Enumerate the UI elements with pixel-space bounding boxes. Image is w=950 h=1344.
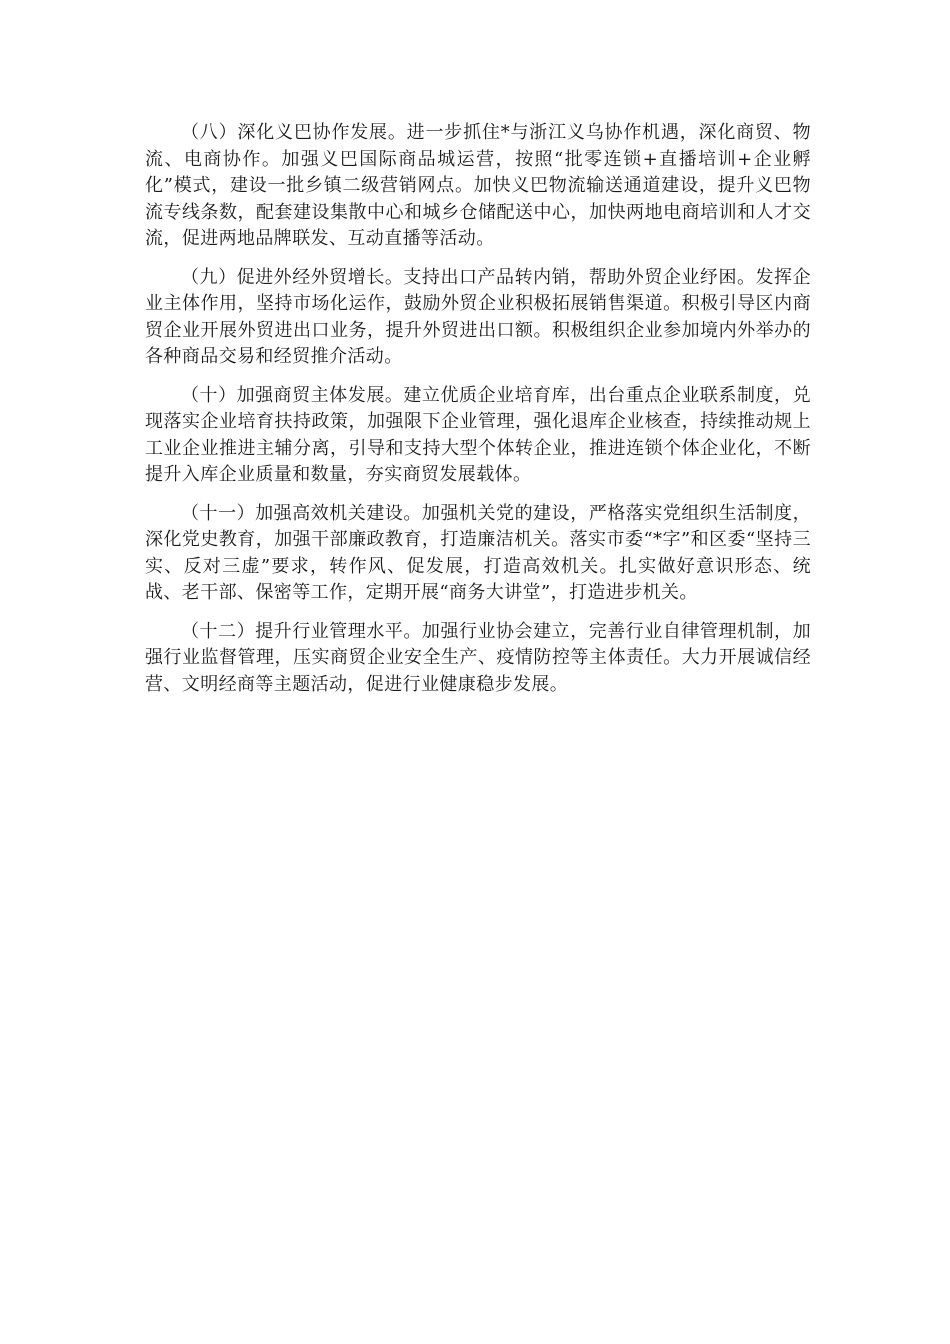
paragraph-9: （九）促进外经外贸增长。支持出口产品转内销，帮助外贸企业纾困。发挥企业主体作用，坚持市场化运作，鼓励外贸企业积极拓展销售渠道。积极引导区内商贸企业开展外贸进出口业务，提升外贸进出口额。积极组织企业参加境内外举办的各种商品交易和经贸推介活动。	[145, 266, 811, 367]
paragraph-12: （十二）提升行业管理水平。加强行业协会建立，完善行业自律管理机制，加强行业监督管理，压实商贸企业安全生产、疫情防控等主体责任。大力开展诚信经营、文明经商等主题活动，促进行业健康稳步发展。	[145, 620, 811, 695]
paragraph-8: （八）深化义巴协作发展。进一步抓住*与浙江义乌协作机遇，深化商贸、物流、电商协作。加强义巴国际商品城运营，按照“批零连锁+直播培训+企业孵化”模式，建设一批乡镇二级营销网点。加快义巴物流输送通道建设，提升义巴物流专线条数，配套建设集散中心和城乡仓储配送中心，加快两地电商培训和人才交流，促进两地品牌联发、互动直播等活动。	[145, 122, 811, 249]
paragraph-11: （十一）加强高效机关建设。加强机关党的建设，严格落实党组织生活制度，深化党史教育，加强干部廉政教育，打造廉洁机关。落实市委“*字”和区委“坚持三实、反对三虚”要求，转作风、促发展，打造高效机关。扎实做好意识形态、统战、老干部、保密等工作，定期开展“商务大讲堂”，打造进步机关。	[145, 502, 811, 603]
document-body	[145, 120, 811, 710]
paragraph-10: （十）加强商贸主体发展。建立优质企业培育库，出台重点企业联系制度，兑现落实企业培育扶持政策，加强限下企业管理，强化退库企业核查，持续推动规上工业企业推进主辅分离，引导和支持大型个体转企业，推进连锁个体企业化，不断提升入库企业质量和数量，夯实商贸发展载体。	[145, 384, 811, 485]
